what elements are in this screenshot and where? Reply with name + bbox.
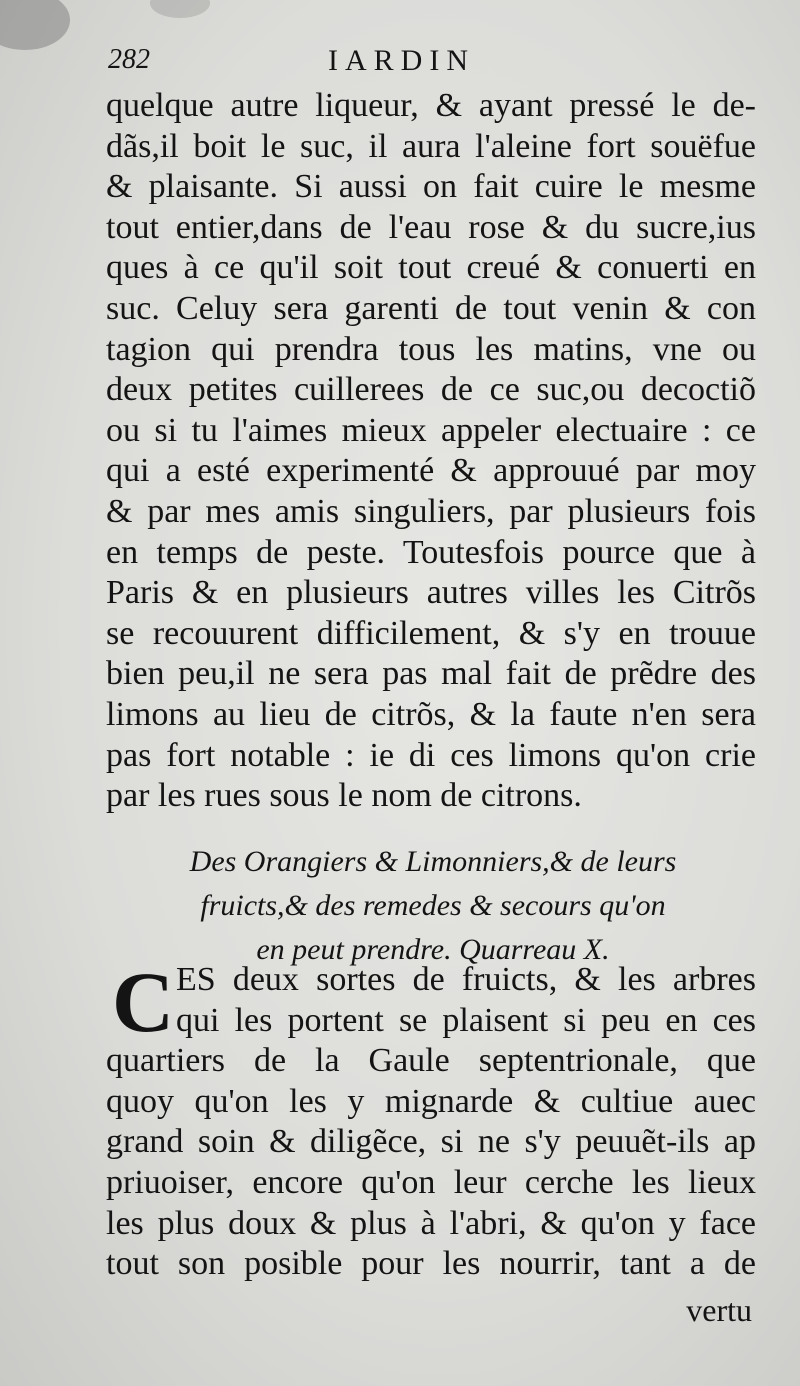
drop-cap: C [112,954,175,1050]
text-line: tout son posible pour les nourrir, tant a de [106,1245,756,1283]
heading-line: fruicts,& des remedes & secours qu'on [200,889,666,922]
body-text [106,86,756,817]
text-line: priuoiser, encore qu'on leur cerche les lieux [106,1163,756,1201]
text-line: qui les portent se plaisent si peu en ces [176,1001,756,1039]
text-line: ou si tu l'aimes mieux appeler electuaire : ce [106,411,756,449]
text-line: en temps de peste. Toutesfois pource que à [106,533,756,571]
running-head: IARDIN [328,44,475,77]
text-line: tagion qui prendra tous les matins, vne ou [106,330,756,368]
text-line: les plus doux & plus à l'abri, & qu'on y face [106,1204,756,1242]
text-line: qui a esté experimenté & approuué par moy [106,452,756,490]
heading-line: en peut prendre. Quarreau X. [256,933,610,966]
text-line: & par mes amis singuliers, par plusieurs fois [106,492,756,530]
text-line: pas fort notable : ie di ces limons qu'on crie [106,736,756,774]
text-line: deux petites cuillerees de ce suc,ou decoctiõ [106,371,756,409]
text-line: grand soin & diligẽce, si ne s'y peuuẽt-ils ap [106,1123,756,1161]
chapter-heading [108,840,758,972]
chapter-text [106,954,756,1285]
text-line: quoy qu'on les y mignarde & cultiue auec [106,1082,756,1120]
text-line: quartiers de la Gaule septentrionale, que [106,1042,756,1080]
page-header [108,44,768,84]
text-line: & plaisante. Si aussi on fait cuire le mesme [106,168,756,206]
text-line: tout entier,dans de l'eau rose & du sucre,ius [106,208,756,246]
text-line: limons au lieu de citrõs, & la faute n'en sera [106,695,756,733]
heading-line: Des Orangiers & Limonniers,& de leurs [189,845,677,878]
text-line: dãs,il boit le suc, il aura l'aleine fort souëfue [106,127,756,165]
text-line: se recouurent difficilement, & s'y en trouue [106,614,756,652]
text-line: Paris & en plusieurs autres villes les Citrõs [106,574,756,612]
page-stain [150,0,210,18]
text-line: bien peu,il ne sera pas mal fait de prẽdre des [106,655,756,693]
catchword: vertu [686,1292,752,1328]
text-line: ES deux sortes de fruicts, & les arbres [176,961,756,998]
text-line: quelque autre liqueur, & ayant pressé le de- [106,87,756,124]
text-line: par les rues sous le nom de citrons. [106,777,582,815]
text-line: ques à ce qu'il soit tout creué & conuerti en [106,249,756,287]
page-stain [0,0,70,50]
text-line: suc. Celuy sera garenti de tout venin & con [106,289,756,327]
page-number: 282 [108,44,150,75]
